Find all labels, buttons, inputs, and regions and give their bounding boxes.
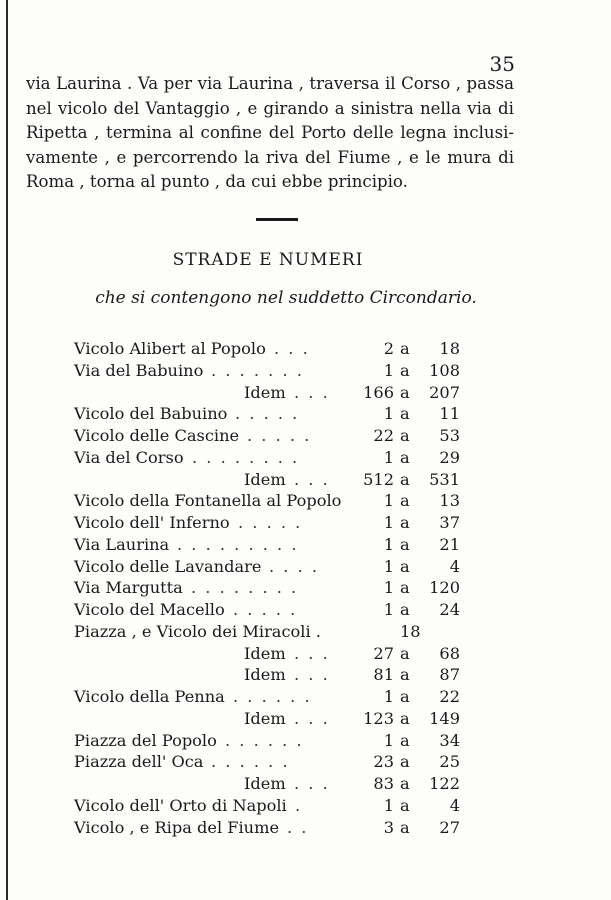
- table-row: [74, 817, 464, 839]
- table-row: [74, 773, 464, 795]
- intro-line: vamente , e percorrendo la riva del Fiume , e le mura di: [26, 147, 514, 167]
- leader-dots: . . . . .: [233, 600, 298, 619]
- leader-dots: . . . .: [269, 556, 320, 576]
- table-row: [74, 577, 464, 599]
- number-to: 149: [429, 708, 460, 728]
- number-to: 13: [439, 491, 460, 511]
- table-row: [74, 512, 464, 534]
- section-divider: [256, 218, 298, 221]
- number-from: 23: [373, 752, 394, 772]
- leader-dots: . . .: [294, 382, 330, 402]
- idem-label: Idem: [244, 708, 286, 728]
- number-from: 1: [383, 795, 394, 815]
- number-from: 27: [373, 643, 394, 663]
- number-from: 166: [363, 382, 394, 402]
- range-separator: a: [400, 708, 410, 728]
- leader-dots: . . . . . .: [211, 752, 290, 772]
- table-row: [74, 425, 464, 447]
- street-name: Vicolo , e Ripa del Fiume: [74, 817, 280, 837]
- idem-label: Idem: [244, 643, 286, 663]
- page-number: 35: [489, 52, 515, 76]
- leader-dots: .: [295, 795, 303, 815]
- leader-dots: . . . . .: [235, 404, 300, 424]
- street-name: Vicolo Alibert al Popolo: [74, 339, 266, 358]
- range-separator: a: [400, 600, 410, 619]
- range-separator: a: [400, 513, 410, 532]
- number-to: 27: [439, 817, 460, 837]
- range-separator: a: [400, 360, 410, 380]
- leader-dots: . . .: [294, 643, 330, 663]
- street-name: Vicolo della Penna: [74, 687, 225, 706]
- number-to: 68: [439, 643, 460, 663]
- number-from: 123: [363, 708, 394, 728]
- number-to: 37: [439, 513, 460, 532]
- street-name: Vicolo del Macello: [74, 600, 225, 619]
- number-from: 2: [383, 339, 394, 358]
- number-to: 108: [429, 360, 460, 380]
- table-row: [74, 643, 464, 665]
- table-row: [74, 751, 464, 773]
- table-row: [74, 664, 464, 686]
- number-to: 22: [439, 687, 460, 706]
- number-to: 87: [439, 665, 460, 685]
- range-separator: a: [400, 774, 410, 793]
- range-separator: a: [400, 817, 410, 837]
- table-row: [74, 534, 464, 556]
- leader-dots: . . . . . . .: [211, 360, 304, 380]
- number-to: 18: [439, 339, 460, 358]
- street-name: Vicolo del Babuino: [74, 404, 228, 424]
- street-name: Vicolo delle Cascine: [74, 426, 240, 445]
- table-row: [74, 490, 464, 512]
- leader-dots: . . . . . . . .: [192, 447, 300, 467]
- number-to: 24: [439, 600, 460, 619]
- number-to: 531: [429, 469, 460, 489]
- street-name: Via del Babuino: [74, 360, 204, 380]
- range-separator: a: [400, 382, 410, 402]
- table-row: [74, 403, 464, 425]
- number-from: 1: [383, 687, 394, 706]
- leader-dots: . . . . . .: [225, 730, 304, 750]
- house-number: 18: [400, 621, 421, 641]
- range-separator: a: [400, 491, 410, 511]
- number-from: 1: [383, 600, 394, 619]
- number-to: 25: [439, 752, 460, 772]
- table-row: [74, 338, 464, 360]
- idem-label: Idem: [244, 774, 286, 793]
- number-to: 34: [439, 730, 460, 750]
- leader-dots: . . .: [294, 469, 330, 489]
- table-row: [74, 686, 464, 708]
- number-to: 4: [449, 556, 460, 576]
- table-row: [74, 447, 464, 469]
- number-to: 29: [439, 447, 460, 467]
- leader-dots: . . .: [294, 708, 330, 728]
- leader-dots: . . . . . . . .: [191, 578, 299, 598]
- intro-line: Roma , torna al punto , da cui ebbe principio.: [26, 172, 408, 191]
- intro-line: Ripetta , termina al confine del Porto delle legna inclusi-: [26, 123, 514, 142]
- street-name: Vicolo delle Lavandare: [74, 556, 262, 576]
- table-row: [74, 708, 464, 730]
- number-from: 1: [383, 360, 394, 380]
- idem-label: Idem: [244, 382, 286, 402]
- number-from: 1: [383, 730, 394, 750]
- number-to: 21: [439, 534, 460, 554]
- table-row: [74, 599, 464, 621]
- number-from: 81: [373, 665, 394, 685]
- range-separator: a: [400, 795, 410, 815]
- number-to: 11: [439, 404, 460, 424]
- number-from: 1: [383, 513, 394, 532]
- street-name: Via Laurina: [74, 534, 170, 554]
- number-from: 3: [383, 817, 394, 837]
- idem-label: Idem: [244, 665, 286, 685]
- table-row: [74, 469, 464, 491]
- table-row: [74, 382, 464, 404]
- table-row: [74, 621, 464, 643]
- street-name: Piazza dell' Oca: [74, 752, 204, 772]
- idem-label: Idem: [244, 469, 286, 489]
- range-separator: a: [400, 752, 410, 772]
- number-from: 22: [373, 426, 394, 445]
- range-separator: a: [400, 426, 410, 445]
- number-from: 1: [383, 534, 394, 554]
- number-from: 1: [383, 556, 394, 576]
- number-to: 4: [449, 795, 460, 815]
- street-name: Piazza , e Vicolo dei Miracoli .: [74, 621, 321, 641]
- page-edge-line: [6, 0, 8, 900]
- number-to: 53: [439, 426, 460, 445]
- table-row: [74, 360, 464, 382]
- range-separator: a: [400, 578, 410, 598]
- leader-dots: . . . . .: [238, 513, 303, 532]
- street-number-table: [74, 338, 464, 838]
- range-separator: a: [400, 687, 410, 706]
- number-from: 1: [383, 404, 394, 424]
- intro-line: nel vicolo del Vantaggio , e girando a sinistra nella via di: [26, 98, 514, 118]
- leader-dots: . . . . . . . . .: [177, 534, 299, 554]
- street-name: Vicolo dell' Orto di Napoli: [74, 795, 287, 815]
- leader-dots: . .: [287, 817, 309, 837]
- leader-dots: . . .: [274, 339, 310, 358]
- intro-line: via Laurina . Va per via Laurina , traversa il Corso , passa: [26, 74, 514, 93]
- number-to: 120: [429, 578, 460, 598]
- section-subtitle: che si contengono nel suddetto Circondario.: [95, 288, 477, 308]
- range-separator: a: [400, 339, 410, 358]
- range-separator: a: [400, 447, 410, 467]
- number-from: 512: [363, 469, 394, 489]
- leader-dots: . . . . . .: [233, 687, 312, 706]
- street-name: Vicolo dell' Inferno: [74, 513, 230, 532]
- number-from: 1: [383, 491, 394, 511]
- intro-paragraph: [26, 72, 514, 195]
- range-separator: a: [400, 665, 410, 685]
- table-row: [74, 730, 464, 752]
- leader-dots: . . . . .: [247, 426, 312, 445]
- leader-dots: . . .: [294, 665, 330, 685]
- range-separator: a: [400, 404, 410, 424]
- number-to: 207: [429, 382, 460, 402]
- street-name: Piazza del Popolo: [74, 730, 217, 750]
- street-name: Via Margutta: [74, 578, 183, 598]
- leader-dots: . . .: [294, 774, 330, 793]
- number-from: 83: [373, 774, 394, 793]
- range-separator: a: [400, 730, 410, 750]
- section-title: STRADE E NUMERI: [172, 250, 364, 270]
- street-name: Via del Corso: [74, 447, 184, 467]
- range-separator: a: [400, 469, 410, 489]
- number-to: 122: [429, 774, 460, 793]
- range-separator: a: [400, 556, 410, 576]
- range-separator: a: [400, 643, 410, 663]
- number-from: 1: [383, 578, 394, 598]
- number-from: 1: [383, 447, 394, 467]
- street-name: Vicolo della Fontanella al Popolo: [74, 491, 342, 511]
- table-row: [74, 556, 464, 578]
- range-separator: a: [400, 534, 410, 554]
- table-row: [74, 795, 464, 817]
